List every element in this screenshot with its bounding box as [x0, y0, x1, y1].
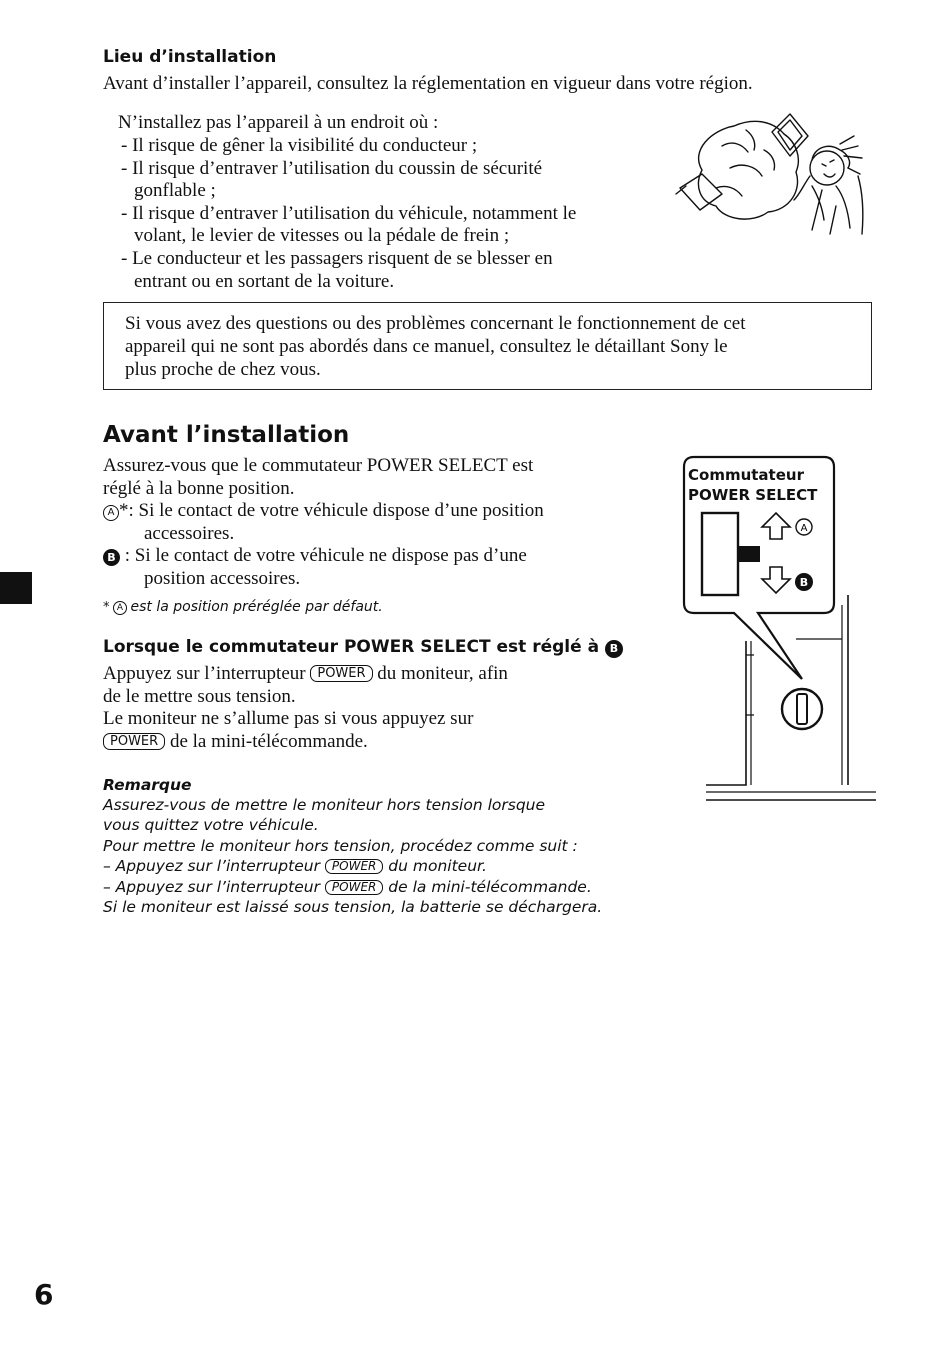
position-b-icon: B [605, 640, 623, 658]
diagram-position-b: B [799, 576, 809, 589]
list-item: - Le conducteur et les passagers risquent de se blesser en [121, 247, 553, 269]
sony-contact-notice [103, 302, 872, 390]
position-a-icon: A [103, 505, 119, 521]
power-key: POWER [103, 733, 165, 750]
avant-body [103, 455, 544, 591]
lieu-list [121, 135, 576, 293]
lieu-lead: N’installez pas l’appareil à un endroit où : [118, 112, 439, 133]
power-key: POWER [325, 859, 383, 874]
notice-line: Si vous avez des questions ou des problèmes concernant le fonctionnement de cet [125, 313, 746, 334]
list-item: - Il risque d’entraver l’utilisation du coussin de sécurité [121, 157, 543, 179]
subheading-lorsque: Lorsque le commutateur POWER SELECT est réglé à B [103, 637, 623, 658]
section-heading-lieu: Lieu d’installation [103, 47, 277, 67]
list-item-cont: gonflable ; [134, 180, 216, 202]
airbag-driver-illustration [672, 110, 872, 240]
section-heading-avant: Avant l’installation [103, 422, 350, 448]
notice-line: appareil qui ne sont pas abordés dans ce manuel, consultez le détaillant Sony le [125, 336, 728, 357]
list-item: - Il risque de gêner la visibilité du conducteur ; [121, 135, 478, 156]
option-a-cont: accessoires. [144, 522, 235, 544]
option-b-cont: position accessoires. [144, 567, 301, 589]
page-number: 6 [34, 1278, 54, 1311]
avant-intro-line: Assurez-vous que le commutateur POWER SELECT est [103, 455, 534, 476]
position-a-icon: A [113, 601, 127, 615]
lieu-intro: Avant d’installer l’appareil, consultez la réglementation en vigueur dans votre région. [103, 73, 753, 94]
remarque-body: Assurez-vous de mettre le moniteur hors tension lorsque vous quittez votre véhicule. Pour mettre le moniteur hors tension, procédez comme suit : – Appuyez sur l’interrupteur POWER du moniteur. – Appuyez sur l’interrupteur POWER de la mini-télécommande. Si le moniteur est laissé sous tension, la batterie se déchargera. [103, 796, 603, 917]
diagram-position-a: A [800, 523, 808, 534]
option-b-text: : Si le contact de votre véhicule ne dispose pas d’une [124, 545, 527, 567]
option-a-text: *: Si le contact de votre véhicule dispose d’une position [119, 500, 544, 522]
power-key: POWER [310, 665, 372, 682]
diagram-label: Commutateur POWER SELECT [688, 466, 818, 504]
lorsque-body: Appuyez sur l’interrupteur POWER du moniteur, afin de le mettre sous tension. Le moniteur ne s’allume pas si vous appuyez sur POWER de la mini-télécommande. [103, 663, 508, 752]
list-item: - Il risque d’entraver l’utilisation du véhicule, notamment le [121, 202, 577, 224]
power-select-diagram [676, 455, 886, 805]
footnote-text: est la position préréglée par défaut. [130, 599, 383, 615]
chapter-tab [0, 572, 32, 604]
default-footnote: * A est la position préréglée par défaut. [103, 599, 383, 615]
power-key: POWER [325, 880, 383, 895]
list-item-cont: entrant ou en sortant de la voiture. [134, 270, 395, 292]
position-b-icon: B [103, 549, 120, 566]
list-item-cont: volant, le levier de vitesses ou la pédale de frein ; [134, 225, 510, 247]
avant-intro-line: réglé à la bonne position. [103, 477, 295, 499]
notice-line: plus proche de chez vous. [125, 359, 321, 380]
remarque-title: Remarque [103, 776, 192, 794]
